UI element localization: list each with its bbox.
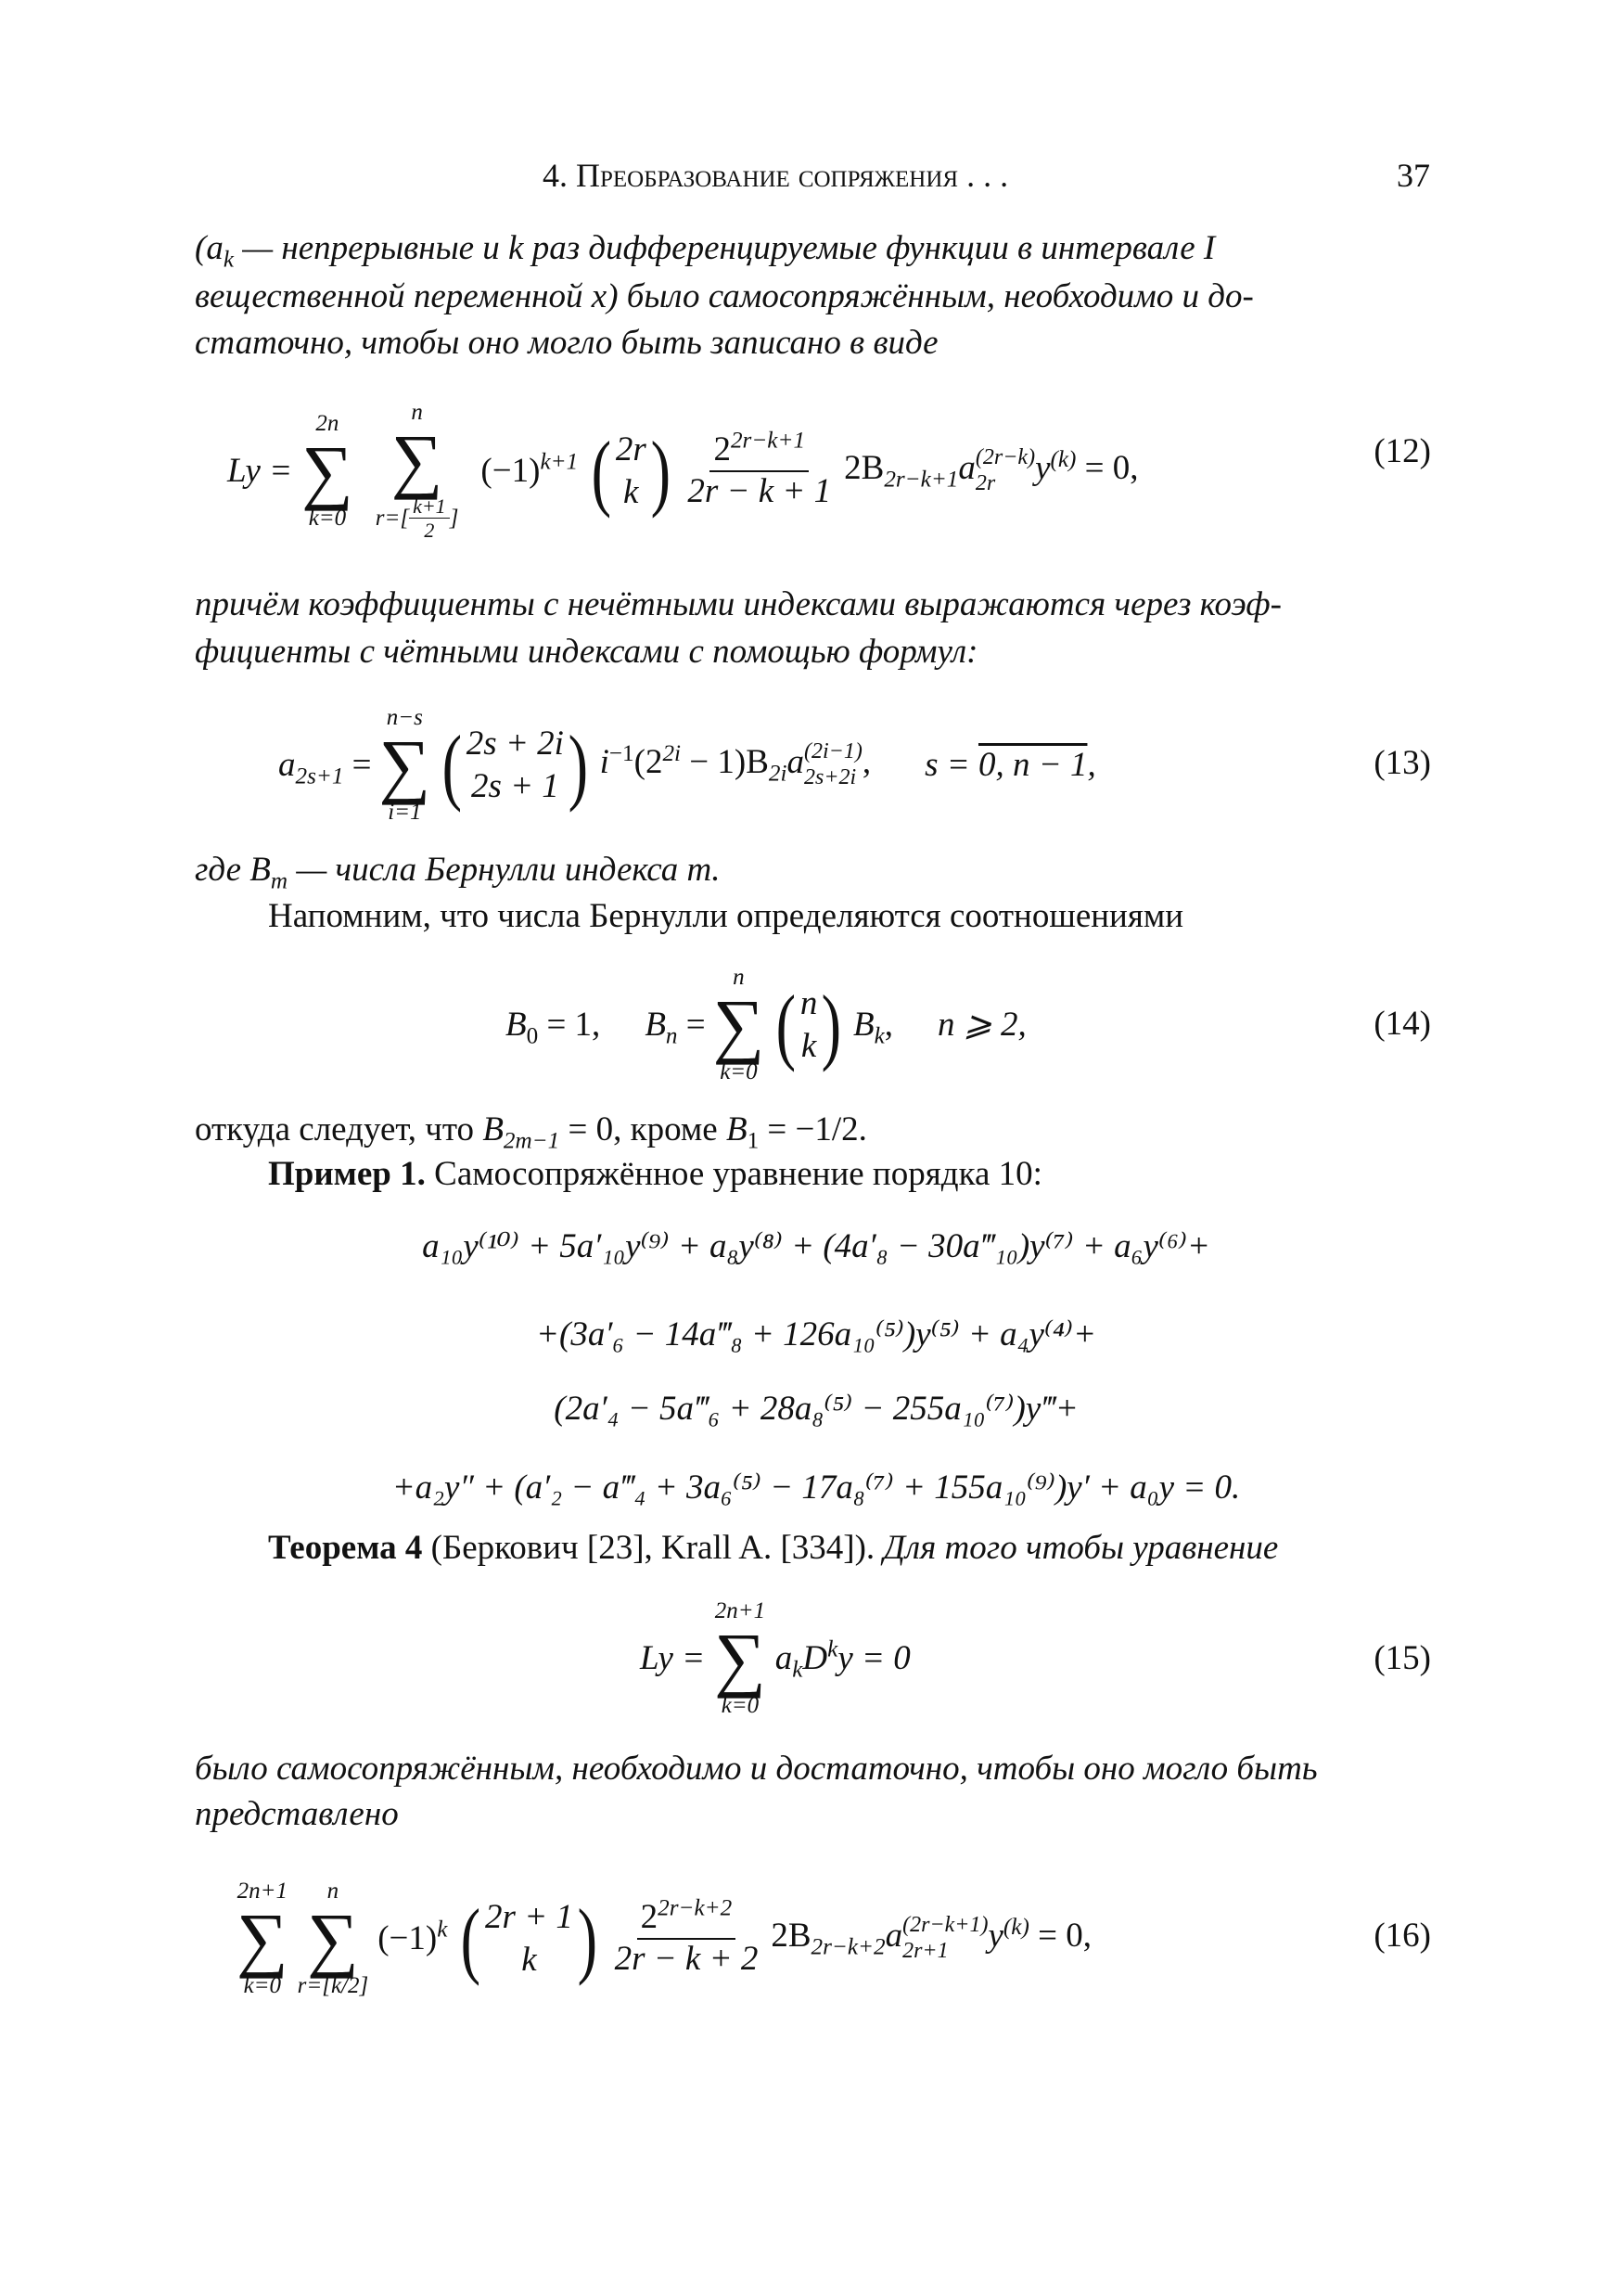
eq12-frac-num [709,430,809,472]
eq12-sum2-bot-num: k+1 [409,494,450,519]
eq13-t4-scripts [804,739,863,790]
intro-line-2: вещественной переменной x) было самосопряжённым, необходимо и до- [195,277,1254,315]
eq16-binomial [456,1892,601,1986]
eq14-bn-B: B [645,1005,666,1044]
hence-b: B [482,1110,504,1148]
where-line-pre: где B [195,851,271,889]
eq13-t1: i [599,743,609,782]
eq16-sign-exp: k [437,1917,448,1943]
eq12-sum2-bot-den: 2 [424,519,435,543]
eq14-label: (14) [1374,1005,1431,1043]
eq13-t1-sup: −1 [608,741,634,767]
eq13-t2-sup: 2i [662,741,682,767]
eq16-tail-a-sub: 2r+1 [902,1939,949,1963]
example-title: Пример 1. [268,1155,426,1193]
sigma-symbol: ∑ [714,1617,766,1699]
left-paren: ( [441,718,463,813]
eq13-range-post: , [1087,745,1096,784]
eq12-binom-top: 2r [615,430,646,468]
eq16-tail-a-scripts [902,1913,988,1964]
eq13-label: (13) [1374,744,1431,782]
intro-line-1 [195,228,1433,273]
eq15-rest: y = 0 [837,1638,911,1677]
eq16-tail-y-sup: (k) [1003,1915,1029,1941]
sigma-symbol: ∑ [307,1897,359,1979]
eq13-t5: , [862,743,872,782]
eq13-t4: a [786,743,804,782]
eq16-tail-B-sub: 2r−k+2 [811,1934,886,1960]
left-paren: ( [461,1892,481,1986]
running-title-text: 4. Преобразование сопряжения . . . [543,157,1009,194]
eq16-sign [377,1918,447,1959]
right-paren: ) [650,424,671,519]
eq16-frac-num-base: 2 [640,1898,658,1937]
theorem-text: Для того чтобы уравнение [883,1529,1279,1567]
intro-line-1-pre: (a [195,229,224,267]
eq14-b0-sub: 0 [526,1023,539,1049]
eq14-b0-rest: = 1, [538,1005,601,1044]
hence-line [195,1110,867,1154]
eq12-sum-1 [301,411,353,531]
eq12-sign-base: (−1) [480,451,541,490]
eq12-sum1-top: 2n [315,411,339,437]
para-after12-line-2: фициенты с чётными индексами с помощью формул: [195,633,978,671]
sigma-symbol: ∑ [390,418,443,500]
eq16-sum1-top: 2n+1 [236,1879,288,1905]
eq14-condition: n ⩾ 2, [938,1005,1027,1044]
eq16-binom-bot: k [521,1941,537,1979]
eq13-lhs [278,745,372,789]
eq16-binom-stack [485,1896,573,1982]
eq13-sum-top: n−s [386,705,423,731]
eq15-label: (15) [1374,1639,1431,1677]
eq14-sum-top: n [733,965,745,991]
eq13-binom-top: 2s + 2i [466,724,564,763]
para-after15-line-1: было самосопряжённым, необходимо и достаточно, чтобы оно могло быть [195,1750,1318,1788]
eq12-lhs: Ly = [227,451,293,490]
eq13-range [925,745,1096,786]
eq16-sign-base: (−1) [377,1918,438,1957]
eq12-fraction [684,430,835,511]
eq12-sum2-top: n [411,400,423,426]
eq14-binom-top: n [799,983,818,1022]
eq13-lhs-sub: 2s+1 [295,763,344,789]
eq12-label: (12) [1374,432,1431,470]
where-line-post: — числа Бернулли индекса m. [288,851,721,889]
eq14-b0 [505,1005,601,1049]
left-paren: ( [775,978,797,1072]
eq12-sum1-bot: k=0 [308,506,347,532]
eq13-range-pre: s = [925,745,978,784]
eq13-eq: = [343,745,372,784]
eq15-D: D [802,1638,828,1677]
equation-14 [505,965,1027,1085]
eq16-frac-num-exp: 2r−k+2 [658,1896,733,1922]
eq13-t2: (2 [633,743,663,782]
example-eq-line-2: +(3a′₆ − 14a‴₈ + 126a₁₀⁽⁵⁾)y⁽⁵⁾ + a₄y⁽⁴⁾+ [536,1315,1096,1353]
recall-line: Напомним, что числа Бернулли определяются соотношениями [268,897,1184,935]
eq14-sum-bot: k=0 [720,1059,758,1085]
eq16-sum2-bot: r=[k/2] [297,1973,369,1999]
eq12-tail [844,445,1138,496]
eq12-tail-a: a [958,449,976,488]
eq12-binomial [587,424,674,519]
eq12-tail-B-sub: 2r−k+1 [884,467,959,493]
eq12-tail-pre: 2B [844,449,885,488]
eq13-body [600,739,872,790]
eq12-frac-den: 2r − k + 1 [687,472,832,510]
eq14-bk [853,1005,894,1049]
eq12-sum2-bot [376,494,459,543]
example-eq-line-3: (2a′₄ − 5a‴₆ + 28a₈⁽⁵⁾ − 255a₁₀⁽⁷⁾)y‴+ [554,1390,1079,1428]
equation-16 [236,1865,1092,2013]
hence-b1-sub: 1 [747,1128,760,1154]
hence-pre: откуда следует, что [195,1110,483,1148]
sigma-symbol: ∑ [712,983,765,1065]
sigma-symbol: ∑ [301,430,353,511]
hence-mid: = 0, кроме [559,1110,726,1148]
eq14-b0-B: B [505,1005,527,1044]
eq15-a-sub: k [792,1657,803,1683]
eq15-sum [714,1598,766,1718]
para-after15-line-2: представлено [195,1795,399,1833]
eq13-sum [379,705,431,825]
eq13-t4-sup: (2i−1) [804,739,863,764]
theorem-cite: (Беркович [23], Krall A. [334]). [422,1529,884,1567]
eq15-sum-bot: k=0 [721,1693,760,1719]
eq16-tail-a-sup: (2r−k+1) [902,1913,989,1938]
eq16-frac-num [637,1898,736,1940]
eq14-binomial [772,978,846,1072]
equation-15 [640,1594,911,1724]
eq12-binom-bot: k [623,473,639,511]
where-line [195,850,721,894]
eq12-frac-num-base: 2 [713,430,731,469]
right-paren: ) [568,718,588,813]
eq15-a: a [774,1638,793,1677]
left-paren: ( [591,424,612,519]
theorem-title: Теорема 4 [268,1529,423,1567]
right-paren: ) [577,1892,597,1986]
eq16-tail-end: = 0, [1029,1917,1092,1956]
page-number: 37 [1397,157,1430,194]
eq13-binom-stack [466,723,564,809]
eq16-tail-a: a [885,1917,903,1956]
eq12-tail-y-sup: (k) [1050,447,1077,473]
eq12-frac-num-exp: 2r−k+1 [730,429,806,455]
eq16-fraction [611,1898,762,1979]
sigma-symbol: ∑ [236,1897,288,1979]
eq16-sum2-top: n [326,1879,339,1905]
eq12-sign [480,451,578,492]
eq14-bk-rest: , [884,1005,894,1044]
eq12-sum2-bot-post: ] [449,506,459,532]
eq16-tail-y: y [988,1917,1003,1956]
eq15-sum-top: 2n+1 [714,1598,766,1624]
eq16-sum-2 [298,1879,369,1998]
eq12-tail-a-scripts [976,445,1035,496]
eq14-bn [645,1005,706,1049]
eq14-eq: = [677,1005,706,1044]
eq13-t4-sub: 2s+2i [804,765,857,789]
eq13-sum-bot: i=1 [388,800,422,826]
hence-b-sub: 2m−1 [503,1128,560,1154]
intro-line-1-rest: — непрерывные и k раз дифференцируемые функции в интервале I [234,229,1216,267]
eq14-binom-bot: k [800,1027,817,1065]
intro-line-3: статочно, чтобы оно могло быть записано в виде [195,324,939,362]
running-title [543,156,1008,196]
eq12-sum2-bot-pre: r=[ [375,506,410,532]
eq15-D-sup: k [827,1636,838,1662]
sigma-symbol: ∑ [378,724,431,805]
theorem-heading [268,1528,1278,1569]
eq15-lhs: Ly = [640,1638,706,1677]
eq16-frac-den: 2r − k + 2 [614,1940,759,1978]
eq12-tail-a-sub: 2r [975,471,996,495]
eq14-bn-sub: n [665,1023,678,1049]
eq16-binom-top: 2r + 1 [485,1897,573,1936]
eq12-sign-exp: k+1 [540,449,579,475]
eq14-bk-sub: k [874,1023,885,1049]
example-text: Самосопряжённое уравнение порядка 10: [425,1155,1042,1193]
intro-line-1-sub: k [223,247,234,273]
eq12-tail-y: y [1035,449,1051,488]
example-eq-line-1: a₁₀y⁽¹⁰⁾ + 5a′₁₀y⁽⁹⁾ + a₈y⁽⁸⁾ + (4a′₈ − 30a‴₁₀)y⁽⁷⁾ + a₆y⁽⁶⁾+ [422,1227,1210,1265]
eq14-sum [713,965,765,1084]
eq12-tail-a-sup: (2r−k) [975,445,1036,470]
eq14-bk-B: B [853,1005,875,1044]
eq16-tail-pre: 2B [771,1917,812,1956]
example-eq-line-4: +a₂y″ + (a′₂ − a‴₄ + 3a₆⁽⁵⁾ − 17a₈⁽⁷⁾ + 155a₁₀⁽⁹⁾)y′ + a₀y = 0. [391,1469,1241,1507]
eq13-binom-bot: 2s + 1 [470,767,559,805]
eq14-binom-stack [800,982,818,1069]
right-paren: ) [821,978,842,1072]
eq13-t3: − 1)B [681,743,769,782]
hence-end: = −1/2. [759,1110,867,1148]
eq13-lhs-a: a [278,745,296,784]
eq12-tail-end: = 0, [1076,449,1139,488]
where-line-sub: m [270,868,288,894]
eq13-t3-sub: 2i [768,761,787,787]
equation-12 [227,388,1139,555]
eq16-sum1-bot: k=0 [243,1973,282,1999]
para-after12-line-1: причём коэффициенты с нечётными индексами выражаются через коэф- [195,585,1282,623]
eq16-sum-1 [236,1879,288,1998]
eq13-range-over: 0, n − 1 [978,745,1088,784]
eq12-sum-2 [376,400,459,542]
eq13-binomial [438,718,592,813]
eq12-binom-stack [616,429,646,515]
eq15-body [774,1636,911,1683]
eq12-sum2-bot-frac [409,494,450,543]
example-heading [268,1154,1042,1195]
eq16-label: (16) [1374,1917,1431,1955]
eq16-tail [771,1913,1092,1964]
hence-b1: B [725,1110,748,1148]
equation-13 [278,705,1096,826]
